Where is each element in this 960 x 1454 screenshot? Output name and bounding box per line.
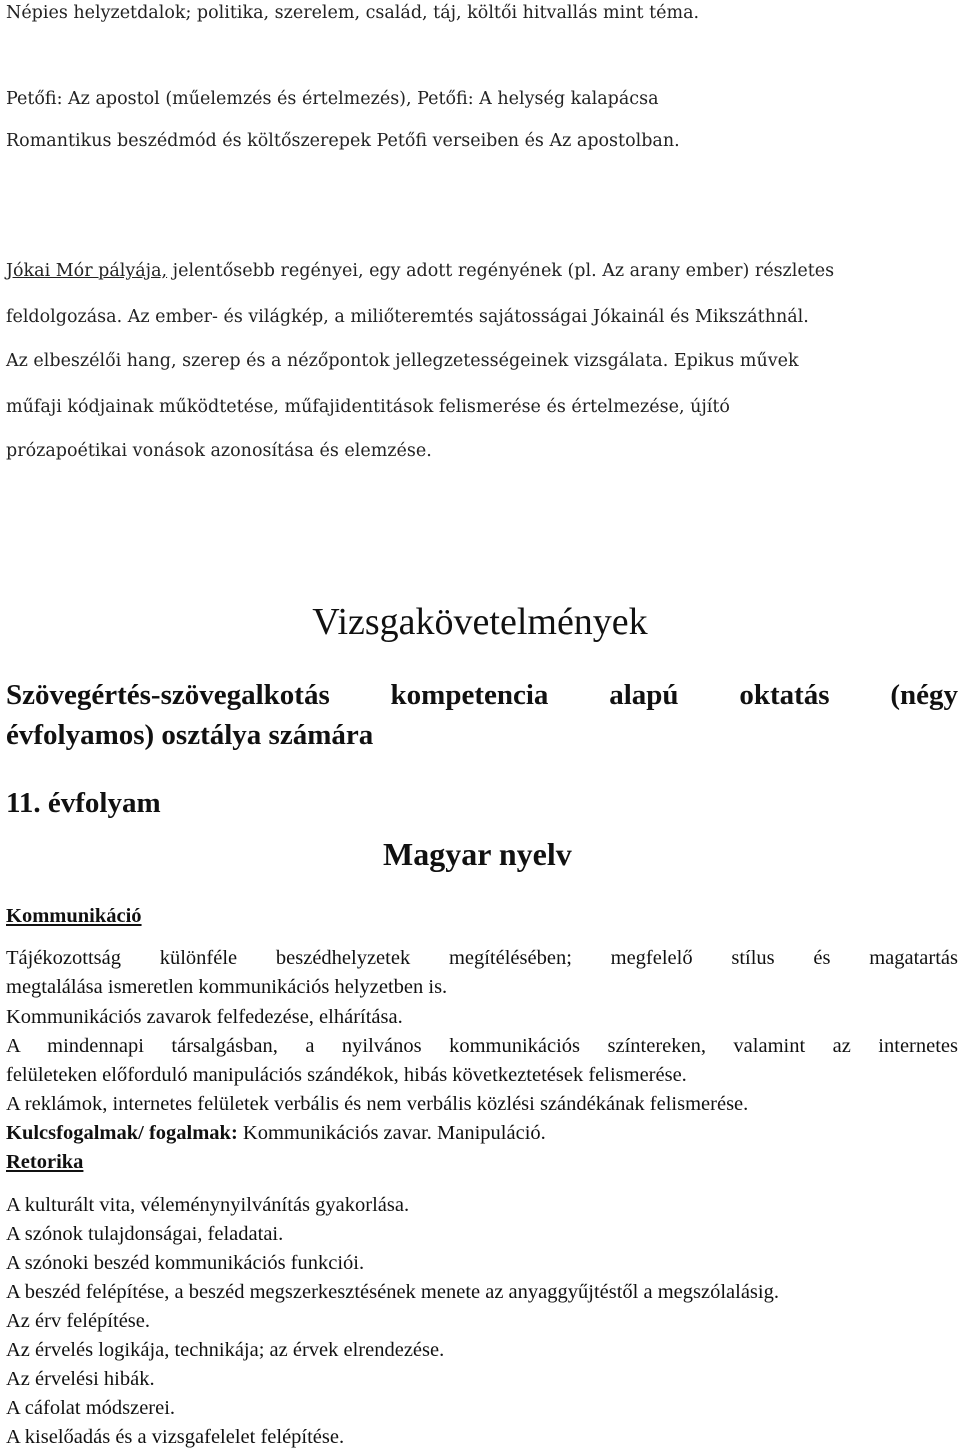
subtitle-word-2: kompetencia (390, 679, 549, 711)
jokai-line-3: Az elbeszélői hang, szerep és a nézőpontok jellegzetességeinek vizsgálata. Epikus művek (6, 351, 799, 371)
page-title: Vizsgakövetelmények (312, 601, 648, 643)
kommunikacio-p3-line-2: felületeken előforduló manipulációs szándékok, hibás következtetések felismerése. (6, 1064, 687, 1086)
intro-line-1: Népies helyzetdalok; politika, szerelem, család, táj, költői hitvallás mint téma. (6, 3, 700, 23)
subtitle-word-5: (négy (890, 679, 959, 711)
kommunikacio-heading[interactable]: Kommunikáció (6, 905, 142, 927)
jokai-line-1 (6, 260, 834, 282)
jokai-line-2: feldolgozása. Az ember- és világkép, a miliőteremtés sajátosságai Jókainál és Mikszáthnál. (6, 307, 809, 327)
subject-heading: Magyar nyelv (383, 836, 572, 872)
kommunikacio-p1-line-1: Tájékozottság különféle beszédhelyzetek megítélésében; megfelelő stílus és magatartás (6, 947, 958, 969)
key-concepts (6, 1122, 546, 1144)
jokai-line-1-rest: jelentősebb regényei, egy adott regényének (pl. Az arany ember) részletes (167, 261, 835, 281)
retorika-heading[interactable]: Retorika (6, 1151, 84, 1173)
jokai-line-5: prózapoétikai vonások azonosítása és elemzése. (6, 441, 432, 461)
kommunikacio-p4: A reklámok, internetes felületek verbális és nem verbális közlési szándékának felismerése. (6, 1093, 749, 1115)
retorika-item: Az érvelési hibák. (6, 1368, 155, 1390)
grade-heading: 11. évfolyam (6, 787, 161, 819)
subtitle-word-1: Szövegértés-szövegalkotás (6, 679, 330, 711)
retorika-item: A beszéd felépítése, a beszéd megszerkesztésének menete az anyaggyűjtéstől a megszólalásig. (6, 1281, 779, 1303)
subtitle-word-4: oktatás (739, 679, 830, 711)
subtitle-line-1 (6, 678, 958, 712)
kommunikacio-p2: Kommunikációs zavarok felfedezése, elhárítása. (6, 1006, 403, 1028)
key-concepts-text: Kommunikációs zavar. Manipuláció. (237, 1122, 546, 1144)
retorika-item: A szónok tulajdonságai, feladatai. (6, 1223, 284, 1245)
key-concepts-label: Kulcsfogalmak/ fogalmak: (6, 1122, 238, 1144)
retorika-item: Az érv felépítése. (6, 1310, 150, 1332)
intro-line-2: Petőfi: Az apostol (műelemzés és értelmezés), Petőfi: A helység kalapácsa (6, 89, 659, 109)
subtitle-word-3: alapú (609, 679, 679, 711)
jokai-link[interactable]: Jókai Mór pályája, (6, 261, 168, 281)
retorika-item: A kiselőadás és a vizsgafelelet felépítése. (6, 1426, 345, 1448)
retorika-item: A cáfolat módszerei. (6, 1397, 176, 1419)
retorika-item: A kulturált vita, véleménynyilvánítás gyakorlása. (6, 1194, 410, 1216)
retorika-item: Az érvelés logikája, technikája; az érvek elrendezése. (6, 1339, 445, 1361)
retorika-item: A szónoki beszéd kommunikációs funkciói. (6, 1252, 365, 1274)
intro-line-3: Romantikus beszédmód és költőszerepek Petőfi verseiben és Az apostolban. (6, 131, 680, 151)
kommunikacio-p3-line-1: A mindennapi társalgásban, a nyilvános kommunikációs színtereken, valamint az internetes (6, 1035, 958, 1057)
subtitle-line-2: évfolyamos) osztálya számára (6, 719, 374, 751)
kommunikacio-p1-line-2: megtalálása ismeretlen kommunikációs helyzetben is. (6, 976, 448, 998)
jokai-line-4: műfaji kódjainak működtetése, műfajidentitások felismerése és értelmezése, újító (6, 397, 730, 417)
